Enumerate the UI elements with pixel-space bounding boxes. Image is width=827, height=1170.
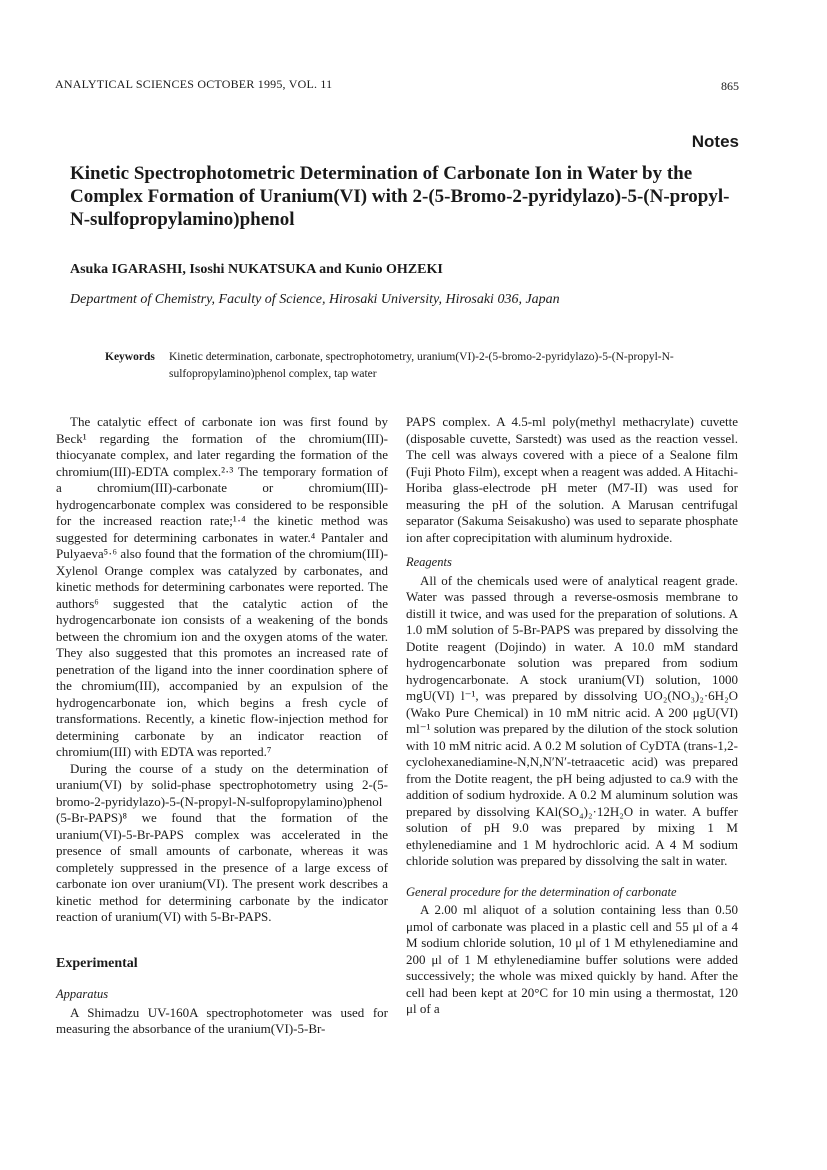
keywords-label: Keywords [105, 351, 155, 363]
author-list: Asuka IGARASHI, Isoshi NUKATSUKA and Kunio OHZEKI [70, 262, 443, 277]
reagents-heading: Reagents [406, 555, 452, 569]
apparatus-heading: Apparatus [56, 987, 109, 1001]
procedure-paragraph: A 2.00 ml aliquot of a solution containing less than 0.50 μmol of carbonate was placed in a plastic cell and 55 μl of a 4 M sodium chloride solution, 10 μl of 1 M ethylenediamine and 200 μl of 1 M ethylenediamine buffer solutions were added successively; the whole was mixed quickly by hand. After the cell had been kept at 20°C for 10 min using a thermostat, 120 μl of a [406, 902, 738, 1016]
reagents-paragraph: All of the chemicals used were of analytical reagent grade. Water was passed through a reverse-osmosis membrane to distill it twice, and was used for the preparation of solutions. A 1.0 mM solution of 5-Br-PAPS was prepared by dissolving the Dotite reagent (Dojindo) in water. A 10.0 mM standard hydrogencarbonate solution was prepared from sodium hydrogencarbonate. A stock uranium(VI) solution, 1000 mgU(VI) l⁻¹, was prepared by dissolving UO₂(NO₃)₂·6H₂O (Wako Pure Chemical) in 10 mM nitric acid. A 200 μgU(VI) ml⁻¹ solution was prepared by the dilution of the stock solution with 10 mM nitric acid. A 0.2 M solution of CyDTA (trans-1,2-cyclohexanediamine-N,N,N′N′-tetraacetic acid) was prepared from the Dotite reagent, the pH being adjusted to ca.9 with the addition of sodium hydroxide. A 0.2 M aluminum solution was prepared by dissolving KAl(SO₄)₂·12H₂O in water. A buffer solution of pH 9.0 was prepared by mixing 1 M ethylenediamine and 1 M hydrochloric acid. A 4 M sodium chloride solution was prepared by dissolving the salt in water. [406, 572, 738, 868]
section-tag-notes: Notes [691, 132, 739, 151]
left-column [56, 414, 388, 1038]
journal-running-head: ANALYTICAL SCIENCES OCTOBER 1995, VOL. 11 [55, 77, 333, 91]
experimental-heading: Experimental [56, 955, 138, 971]
keywords-block [105, 349, 745, 383]
intro-paragraph-2: During the course of a study on the determination of uranium(VI) by solid-phase spectrophotometry using 2-(5-bromo-2-pyridylazo)-5-(N-propyl-N-sulfopropylamino)phenol (5-Br-PAPS)⁸ we found that the formation of the uranium(VI)-5-Br-PAPS complex was accelerated in the presence of small amounts of carbonate, whereas it was completely suppressed in the presence of a large excess of carbonate ion over uranium(VI). The present work describes a kinetic method for determining carbonate by the indicator reaction of uranium(VI) with 5-Br-PAPS. [56, 760, 388, 924]
article-title: Kinetic Spectrophotometric Determination of Carbonate Ion in Water by the Complex Formation of Uranium(VI) with 2-(5-Bromo-2-pyridylazo)-5-(N-propyl-N-sulfopropylamino)phenol [70, 163, 730, 230]
keywords-text: Kinetic determination, carbonate, spectrophotometry, uranium(VI)-2-(5-bromo-2-pyridylazo)-5-(N-propyl-N-sulfopropylamino)phenol complex, tap water [169, 351, 674, 380]
right-column [406, 414, 738, 1018]
procedure-heading: General procedure for the determination of carbonate [406, 884, 677, 899]
apparatus-paragraph-cont: PAPS complex. A 4.5-ml poly(methyl methacrylate) cuvette (disposable cuvette, Sarstedt) was used as the reaction vessel. The cell was always covered with a piece of a Sealone film (Fuji Photo Film), except when a reagent was added. A Hitachi-Horiba glass-electrode pH meter (M7-II) was used for measuring the pH of the solution. A Marusan centrifugal separator (Sakuma Seisakusho) was used to separate phosphate ion after coprecipitation with aluminum hydroxide. [406, 414, 738, 545]
apparatus-paragraph: A Shimadzu UV-160A spectrophotometer was used for measuring the absorbance of the uranium(VI)-5-Br- [56, 1004, 388, 1036]
affiliation: Department of Chemistry, Faculty of Science, Hirosaki University, Hirosaki 036, Japan [70, 292, 560, 307]
page-number: 865 [721, 79, 739, 93]
intro-paragraph-1: The catalytic effect of carbonate ion was first found by Beck¹ regarding the formation of the chromium(III)-thiocyanate complex, and later regarding the formation of the chromium(III)-EDTA complex.²·³ The temporary formation of a chromium(III)-carbonate or chromium(III)-hydrogencarbonate complex was considered to be responsible for the increased reaction rate;¹·⁴ the kinetic method was suggested for determining carbonates in water.⁴ Pantaler and Pulyaeva⁵·⁶ also found that the formation of the chromium(III)-Xylenol Orange complex was catalyzed by carbonates, and kinetic methods for determining carbonates were reported. The authors⁶ suggested that the catalytic action of the hydrogencarbonate ion consists of a weakening of the bonds between the chromium ion and the oxygen atoms of the water. They also suggested that this promotes an increased rate of penetration of the ligand into the inner coordination sphere of the chromium(III), accompanied by an expulsion of the hydrogencarbonate ion, which begins a fresh cycle of transformations. Recently, a kinetic flow-injection method for determining carbonate by an indicator reaction of chromium(III) with EDTA was reported.⁷ [56, 414, 388, 759]
